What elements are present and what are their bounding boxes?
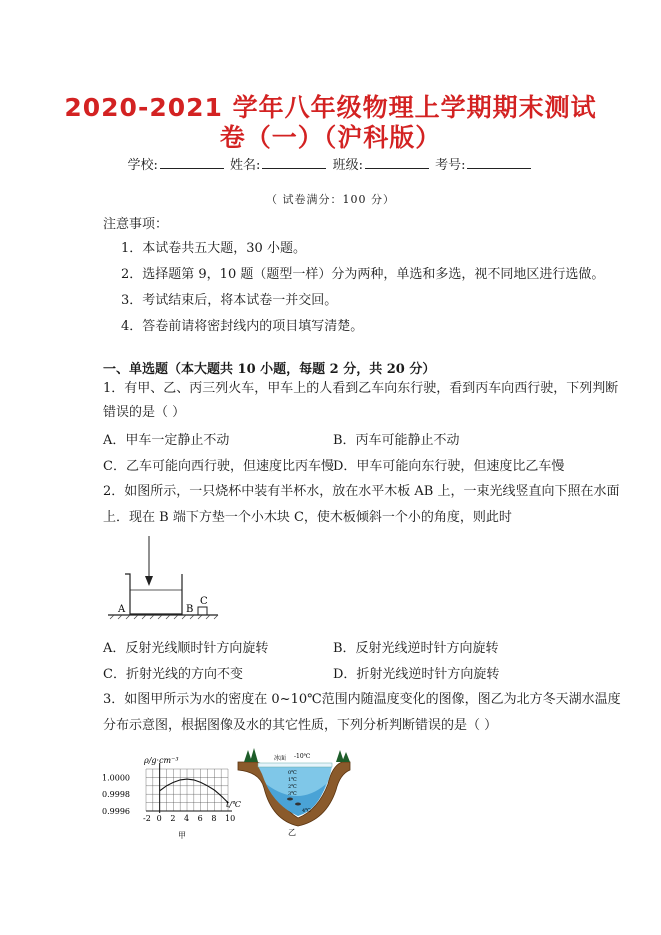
lake-temperature-figure bbox=[236, 744, 352, 836]
label-b: B bbox=[186, 604, 194, 615]
notice-heading: 注意事项： bbox=[103, 217, 169, 232]
q2-stem-line1: 2．如图所示，一只烧杯中装有半杯水，放在水平木板 AB 上，一束光线竖直向下照在水面 bbox=[103, 484, 620, 499]
exam-title-line1: 2020-2021 学年八年级物理上学期期末测试 bbox=[64, 93, 597, 122]
q1-stem-line2: 错误的是（ ） bbox=[103, 405, 186, 420]
q1-option-d[interactable]: D．甲车可能向东行驶，但速度比乙车慢 bbox=[333, 459, 565, 474]
q1-option-a[interactable]: A．甲车一定静止不动 bbox=[103, 433, 230, 448]
q3-stem-line2: 分布示意图，根据图像及水的其它性质，下列分析判断错误的是（ ） bbox=[103, 718, 498, 733]
label-a: A bbox=[118, 604, 126, 615]
exam-title-line2: 卷（一）（沪科版） bbox=[219, 123, 442, 152]
q1-option-c[interactable]: C．乙车可能向西行驶，但速度比丙车慢 bbox=[103, 459, 334, 474]
label-c: C bbox=[200, 596, 208, 607]
chart-xlabel: t/℃ bbox=[226, 800, 241, 809]
notice-item: 1．本试卷共五大题，30 小题。 bbox=[121, 241, 306, 256]
q1-option-b[interactable]: B．丙车可能静止不动 bbox=[333, 433, 460, 448]
x-tick-label: 4 bbox=[184, 814, 190, 823]
q2-beaker-figure bbox=[100, 532, 230, 628]
depth-temp-label: 2℃ bbox=[288, 784, 297, 790]
depth-temp-label: 0℃ bbox=[288, 770, 297, 776]
q2-stem-line2: 上．现在 B 端下方垫一个小木块 C，使木板倾斜一个小的角度，则此时 bbox=[103, 510, 512, 525]
y-tick-label: 1.0000 bbox=[102, 773, 130, 783]
fig-jia-label: 甲 bbox=[178, 831, 186, 840]
x-tick-label: 2 bbox=[170, 814, 176, 823]
fig-yi-label: 乙 bbox=[288, 828, 296, 836]
chart-ylabel: ρ/g·cm⁻³ bbox=[144, 756, 179, 765]
depth-temp-label: 3℃ bbox=[288, 791, 297, 797]
class-blank[interactable] bbox=[365, 156, 429, 169]
name-blank[interactable] bbox=[262, 156, 326, 169]
q1-stem-line1: 1．有甲、乙、丙三列火车，甲车上的人看到乙车向东行驶，看到丙车向西行驶，下列判断 bbox=[103, 381, 619, 396]
notice-item: 2．选择题第 9，10 题（题型一样）分为两种，单选和多选，视不同地区进行选做。 bbox=[121, 267, 605, 282]
depth-temp-label: 4℃ bbox=[302, 808, 311, 814]
x-tick-label: 8 bbox=[211, 814, 217, 823]
x-tick-label: 6 bbox=[197, 814, 203, 823]
q2-option-a[interactable]: A．反射光线顺时针方向旋转 bbox=[103, 641, 269, 656]
class-label: 班级: bbox=[332, 158, 363, 173]
exam-number-label: 考号: bbox=[435, 158, 466, 173]
q2-option-d[interactable]: D．折射光线逆时针方向旋转 bbox=[333, 667, 500, 682]
school-blank[interactable] bbox=[160, 156, 224, 169]
q2-option-c[interactable]: C．折射光线的方向不变 bbox=[103, 667, 243, 682]
x-tick-label: -2 bbox=[143, 814, 151, 823]
depth-temp-label: 1℃ bbox=[288, 777, 297, 783]
exam-number-blank[interactable] bbox=[467, 156, 531, 169]
density-chart bbox=[100, 755, 250, 841]
q2-option-b[interactable]: B．反射光线逆时针方向旋转 bbox=[333, 641, 499, 656]
school-label: 学校: bbox=[127, 158, 158, 173]
y-tick-label: 0.9996 bbox=[102, 807, 130, 816]
q3-stem-line1: 3．如图甲所示为水的密度在 0~10℃范围内随温度变化的图像，图乙为北方冬天湖水温度 bbox=[103, 692, 621, 707]
ice-label: 冰面 bbox=[274, 755, 287, 762]
section1-heading: 一、单选题（本大题共 10 小题，每题 2 分，共 20 分） bbox=[103, 362, 436, 377]
full-score-note: （ 试卷满分：100 分） bbox=[266, 193, 395, 206]
name-label: 姓名: bbox=[230, 158, 261, 173]
x-tick-label: 10 bbox=[225, 814, 236, 823]
notice-item: 4．答卷前请将密封线内的项目填写清楚。 bbox=[121, 319, 364, 334]
notice-item: 3．考试结束后，将本试卷一并交回。 bbox=[121, 293, 338, 308]
student-info-row bbox=[0, 154, 661, 173]
air-temp-label: -10℃ bbox=[294, 753, 311, 760]
x-tick-label: 0 bbox=[156, 814, 162, 823]
y-tick-label: 0.9998 bbox=[102, 790, 130, 800]
